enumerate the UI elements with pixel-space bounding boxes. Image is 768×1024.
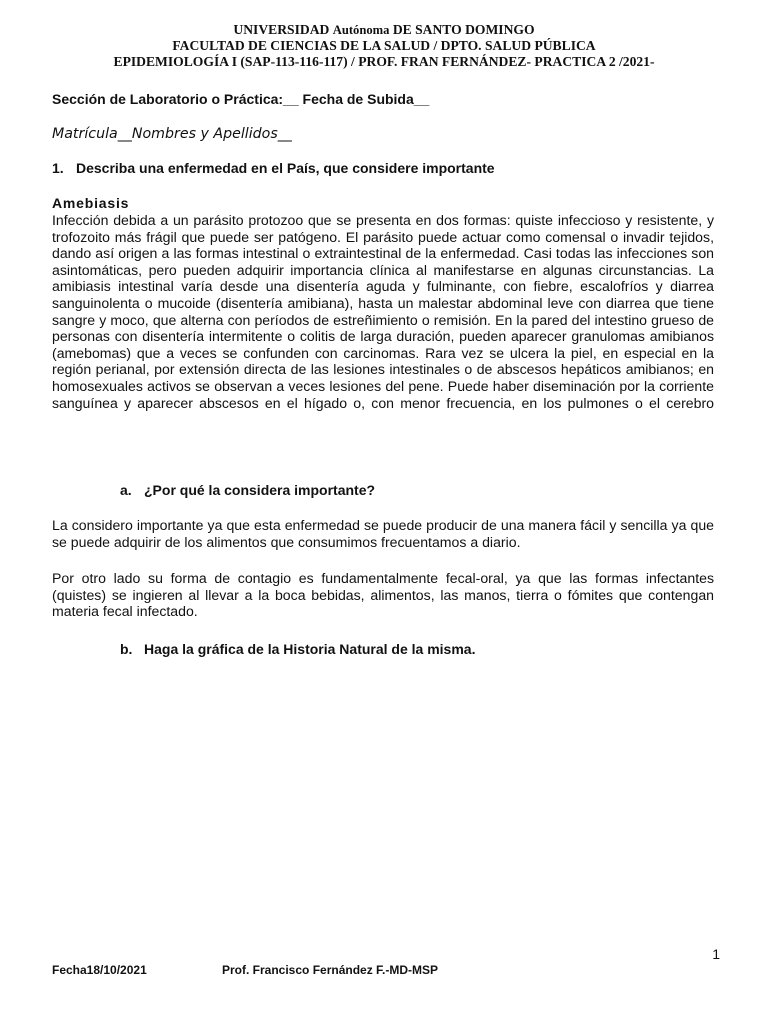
question-b-letter: b. bbox=[120, 641, 133, 657]
question-a bbox=[120, 482, 375, 498]
faculty-line: FACULTAD DE CIENCIAS DE LA SALUD / DPTO. SALUD PÚBLICA bbox=[172, 38, 596, 53]
answer-a-paragraph-1: La considero importante ya que esta enfermedad se puede producir de una manera fácil y sencilla ya que se puede adquirir de los alimentos que consumimos frecuentamos a diario. bbox=[52, 517, 714, 550]
section-date-line: Sección de Laboratorio o Práctica:__ Fecha de Subida__ bbox=[52, 91, 430, 107]
page-number: 1 bbox=[712, 946, 720, 962]
document-header bbox=[52, 22, 716, 70]
question-a-text: ¿Por qué la considera importante? bbox=[144, 482, 376, 498]
disease-description: Infección debida a un parásito protozoo que se presenta en dos formas: quiste infeccioso y resistente, y trofozoito más frágil que puede ser patógeno. El parásito puede actuar como comensal o invadir tejidos, dando así origen a las formas intestinal o extraintestinal de la enfermedad. Casi todas las infecciones son asintomáticas, pero pueden adquirir importancia clínica al manifestarse en algunas circunstancias. La amibiasis intestinal varía desde una disentería aguda y fulminante, con fiebre, escalofríos y diarrea sanguinolenta o mucoide (disentería amibiana), hasta un malestar abdominal leve con diarrea que tiene sangre y moco, que alterna con períodos de estreñimiento o remisión. En la pared del intestino grueso de personas con disentería intermitente o colitis de larga duración, pueden aparecer granulomas amibianos (amebomas) que a veces se confunden con carcinomas. Rara vez se ulcera la piel, en especial en la región perianal, por extensión directa de las lesiones intestinales o de abscesos hepáticos amibianos; en homosexuales activos se observan a veces lesiones del pene. Puede haber diseminación por la corriente sanguínea y aparecer abscesos en el hígado o, con menor frecuencia, en los pulmones o el cerebro bbox=[52, 212, 714, 411]
question-b-text: Haga la gráfica de la Historia Natural de la misma. bbox=[144, 641, 476, 657]
answer-a-paragraph-2: Por otro lado su forma de contagio es fundamentalmente fecal-oral, ya que las formas infectantes (quistes) se ingieren al llevar a la boca bebidas, alimentos, las manos, tierra o fómites que contengan materia fecal infectado. bbox=[52, 570, 714, 620]
footer-date: Fecha18/10/2021 bbox=[52, 963, 147, 977]
question-1 bbox=[52, 160, 495, 176]
question-1-text: Describa una enfermedad en el País, que considere importante bbox=[76, 160, 495, 176]
question-1-number: 1. bbox=[52, 160, 64, 176]
footer-professor: Prof. Francisco Fernández F.-MD-MSP bbox=[222, 963, 439, 977]
question-a-letter: a. bbox=[120, 482, 132, 498]
question-b bbox=[120, 641, 475, 657]
university-name: UNIVERSIDAD Autónoma DE SANTO DOMINGO bbox=[233, 22, 535, 37]
student-id-name-line: Matrícula__Nombres y Apellidos__ bbox=[52, 126, 292, 142]
course-line: EPIDEMIOLOGÍA I (SAP-113-116-117) / PROF. FRAN FERNÁNDEZ- PRACTICA 2 /2021- bbox=[113, 54, 655, 69]
disease-title: Amebiasis bbox=[52, 195, 130, 211]
